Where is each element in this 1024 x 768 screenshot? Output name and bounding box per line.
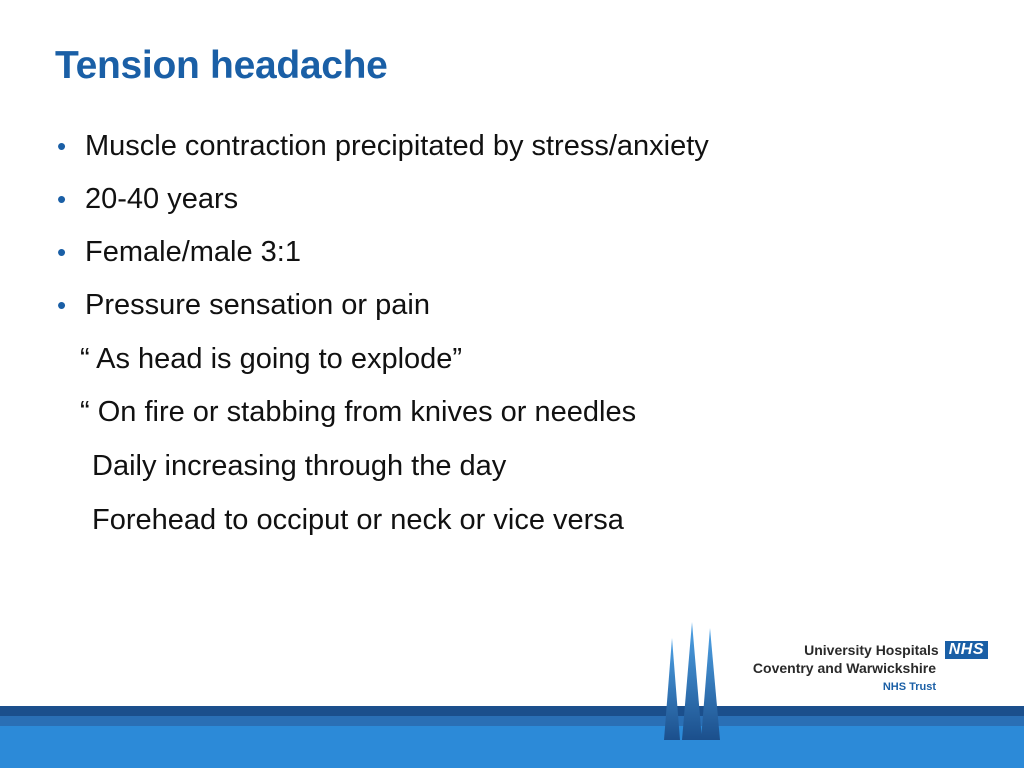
bullet-text: Muscle contraction precipitated by stress/anxiety xyxy=(85,130,709,162)
nhs-logo xyxy=(753,641,988,695)
bullet-marker: • xyxy=(57,290,67,320)
footer-band-dark xyxy=(0,706,1024,716)
bullet-marker: • xyxy=(57,184,67,214)
spire-center xyxy=(682,622,702,740)
bullet-text: 20-40 years xyxy=(85,183,239,215)
footer-band-light xyxy=(0,726,1024,768)
bullet-marker: • xyxy=(57,237,67,267)
sub-line-text: “ On fire or stabbing from knives or needles xyxy=(80,396,637,428)
sub-line-text: “ As head is going to explode” xyxy=(80,343,463,375)
cathedral-spires-icon xyxy=(650,620,740,740)
nhs-badge: NHS xyxy=(945,641,988,659)
footer-band xyxy=(0,706,1024,768)
sub-line-text: Daily increasing through the day xyxy=(92,450,507,482)
logo-line3: NHS Trust xyxy=(882,681,936,693)
bullet-text: Female/male 3:1 xyxy=(85,236,301,268)
footer-band-mid xyxy=(0,716,1024,726)
bullet-text: Pressure sensation or pain xyxy=(85,289,430,321)
logo-line1: University Hospitals xyxy=(804,642,939,658)
bullet-marker: • xyxy=(57,131,67,161)
sub-line-text: Forehead to occiput or neck or vice versa xyxy=(92,504,624,536)
logo-line2: Coventry and Warwickshire xyxy=(752,660,936,676)
spire-right xyxy=(701,628,720,740)
spire-left xyxy=(664,638,680,740)
slide-title: Tension headache xyxy=(55,44,388,87)
